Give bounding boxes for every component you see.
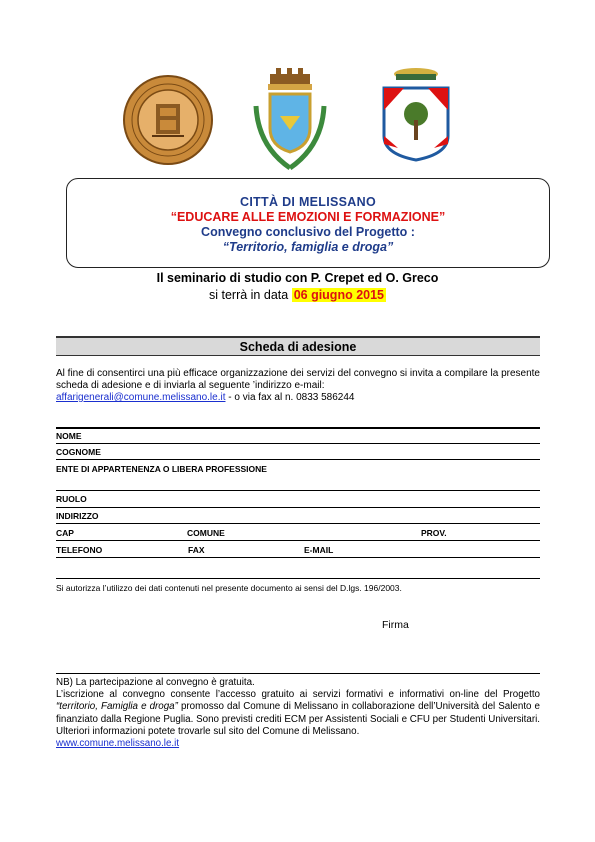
- field-label-ruolo: RUOLO: [56, 494, 87, 504]
- fax-text: - o via fax al n. 0833 586244: [225, 392, 355, 403]
- event-subtitle: Convegno conclusivo del Progetto :: [201, 225, 415, 239]
- signature-label: Firma: [382, 619, 409, 631]
- field-label-comune: COMUNE: [187, 528, 225, 538]
- puglia-region-emblem-icon: [378, 66, 454, 162]
- notes-text-1: L’iscrizione al convegno consente l’accesso gratuito ai servizi formativi e informativi on-line del Progetto: [56, 689, 540, 701]
- field-label-ente: ENTE DI APPARTENENZA O LIBERA PROFESSIONE: [56, 464, 267, 474]
- field-line-ente[interactable]: [56, 490, 540, 491]
- field-line-cognome[interactable]: [56, 459, 540, 460]
- field-label-telefono: TELEFONO: [56, 545, 103, 555]
- field-label-cap: CAP: [56, 528, 74, 538]
- field-line-ruolo[interactable]: [56, 507, 540, 508]
- form-divider-bottom: [56, 578, 540, 579]
- field-label-fax: FAX: [188, 545, 205, 555]
- university-seal-icon: [122, 74, 214, 166]
- form-intro: [56, 368, 540, 404]
- email-link[interactable]: affarigenerali@comune.melissano.le.it: [56, 392, 226, 403]
- project-name: “Territorio, famiglia e droga”: [222, 240, 394, 254]
- event-title: “EDUCARE ALLE EMOZIONI E FORMAZIONE”: [170, 210, 446, 224]
- city-coat-of-arms-icon: [248, 66, 332, 176]
- field-line-telefono[interactable]: [56, 557, 540, 558]
- form-title-bar: Scheda di adesione: [56, 336, 540, 356]
- notes-section: [56, 677, 540, 750]
- privacy-authorization: Si autorizza l’utilizzo dei dati contenuti nel presente documento ai sensi del D.lgs. 196/2003.: [56, 583, 402, 593]
- form-divider: [56, 427, 540, 429]
- field-label-indirizzo: INDIRIZZO: [56, 511, 99, 521]
- notes-paragraph: [56, 689, 540, 738]
- field-label-prov: PROV.: [421, 528, 447, 538]
- seminar-date: 06 giugno 2015: [293, 288, 384, 302]
- notes-text-2: promosso dal Comune di Melissano in collaborazione dell’Università del Salento e finanziato dalla Regione Puglia. Sono previsti crediti ECM per Assistenti Sociali e CFU per Studenti Universitari. Ulteriori informazioni potete trovarle sul sito del Comune di Melissano.: [56, 701, 540, 737]
- event-header-box: [66, 178, 550, 268]
- project-italic: “territorio, Famiglia e droga”: [56, 701, 178, 713]
- website-link[interactable]: www.comune.melissano.le.it: [56, 738, 180, 750]
- field-label-nome: NOME: [56, 431, 82, 441]
- field-label-cognome: COGNOME: [56, 447, 101, 457]
- seminar-date-line: [0, 288, 595, 302]
- intro-text: Al fine di consentirci una più efficace organizzazione dei servizi del convegno si invita a compilare la presente scheda di adesione e di inviarla al seguente ’indirizzo e-mail:: [56, 368, 540, 391]
- field-label-email: E-MAIL: [304, 545, 334, 555]
- seminar-line: Il seminario di studio con P. Crepet ed O. Greco: [156, 271, 439, 285]
- field-line-indirizzo[interactable]: [56, 523, 540, 524]
- nb-note: NB) La partecipazione al convegno è gratuita.: [56, 677, 255, 688]
- field-line-nome[interactable]: [56, 443, 540, 444]
- field-line-cap-comune[interactable]: [56, 540, 540, 541]
- city-name: CITTÀ DI MELISSANO: [240, 195, 376, 209]
- date-prefix: si terrà in data: [208, 288, 289, 302]
- notes-divider: [56, 673, 540, 674]
